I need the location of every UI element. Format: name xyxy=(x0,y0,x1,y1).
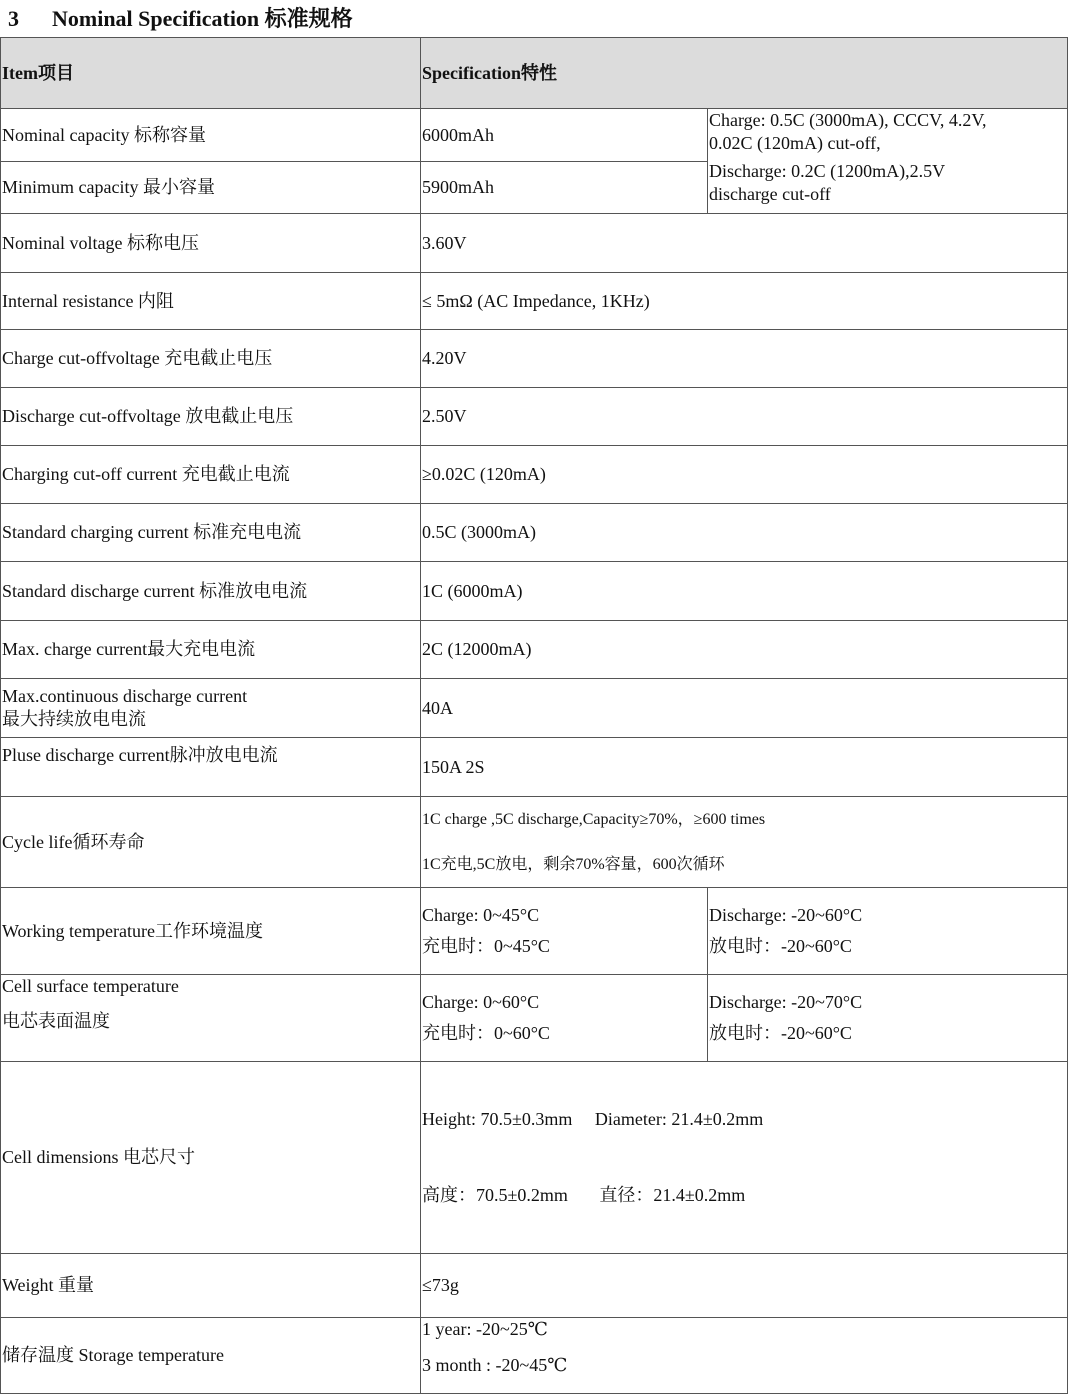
table-row xyxy=(1,679,1068,738)
table-row xyxy=(1,109,1068,162)
row-value: 3.60V xyxy=(421,214,1068,273)
table-row xyxy=(1,738,1068,797)
storage-1-year: 1 year: -20~25℃ xyxy=(422,1319,548,1339)
cycle-life-en: 1C charge ,5C discharge,Capacity≥70%，≥600 times xyxy=(422,811,766,828)
row-label: Discharge cut-offvoltage 放电截止电压 xyxy=(1,388,421,446)
row-label: 储存温度 Storage temperature xyxy=(1,1318,421,1394)
capacity-note xyxy=(708,109,1068,214)
charge-temp-cn: 充电时：0~60°C xyxy=(422,1023,550,1043)
table-row xyxy=(1,1062,1068,1254)
row-label: Cell dimensions 电芯尺寸 xyxy=(1,1062,421,1254)
row-label-line-2: 电芯表面温度 xyxy=(2,1011,110,1031)
note-discharge-line-2: discharge cut-off xyxy=(709,184,831,204)
note-discharge-line-1: Discharge: 0.2C (1200mA),2.5V xyxy=(709,161,946,181)
row-value: 2C (12000mA) xyxy=(421,621,1068,679)
row-label-line-1: Max.continuous discharge current xyxy=(2,686,248,706)
table-row xyxy=(1,330,1068,388)
cycle-life-cn: 1C充电,5C放电，剩余70%容量，600次循环 xyxy=(422,856,725,873)
row-label: Weight 重量 xyxy=(1,1254,421,1318)
row-value-discharge xyxy=(708,975,1068,1062)
header-spec: Specification特性 xyxy=(421,38,1068,109)
row-label: Standard discharge current 标准放电电流 xyxy=(1,562,421,621)
row-label: Nominal voltage 标称电压 xyxy=(1,214,421,273)
header-item: Item项目 xyxy=(1,38,421,109)
row-label-line-2: 最大持续放电电流 xyxy=(2,709,146,729)
table-row xyxy=(1,388,1068,446)
row-value xyxy=(421,797,1068,888)
row-label xyxy=(1,975,421,1062)
row-label: Cycle life循环寿命 xyxy=(1,797,421,888)
discharge-temp-cn: 放电时：-20~60°C xyxy=(709,936,852,956)
charge-temp-en: Charge: 0~45°C xyxy=(422,905,540,925)
row-value: 6000mAh xyxy=(421,109,708,162)
table-row xyxy=(1,1318,1068,1394)
storage-3-month: 3 month : -20~45℃ xyxy=(422,1355,568,1375)
dimensions-cn: 高度：70.5±0.2mm 直径：21.4±0.2mm xyxy=(422,1185,746,1205)
row-label: Charge cut-offvoltage 充电截止电压 xyxy=(1,330,421,388)
row-label: Standard charging current 标准充电电流 xyxy=(1,504,421,562)
row-value: 1C (6000mA) xyxy=(421,562,1068,621)
table-header-row xyxy=(1,38,1068,109)
row-value: 40A xyxy=(421,679,1068,738)
charge-temp-en: Charge: 0~60°C xyxy=(422,992,540,1012)
row-label: Minimum capacity 最小容量 xyxy=(1,162,421,214)
table-row xyxy=(1,975,1068,1062)
table-row xyxy=(1,797,1068,888)
section-number: 3 xyxy=(8,6,19,31)
row-value: 4.20V xyxy=(421,330,1068,388)
table-row xyxy=(1,888,1068,975)
row-value-charge xyxy=(421,975,708,1062)
row-label: Max. charge current最大充电电流 xyxy=(1,621,421,679)
row-label-line-1: Cell surface temperature xyxy=(2,976,179,996)
table-row xyxy=(1,446,1068,504)
dimensions-en: Height: 70.5±0.3mm Diameter: 21.4±0.2mm xyxy=(422,1109,764,1129)
row-label xyxy=(1,679,421,738)
row-value-charge xyxy=(421,888,708,975)
row-value: ≤ 5mΩ (AC Impedance, 1KHz) xyxy=(421,273,1068,330)
section-title: Nominal Specification 标准规格 xyxy=(52,6,353,31)
row-value: ≥0.02C (120mA) xyxy=(421,446,1068,504)
specification-table xyxy=(0,37,1068,1394)
table-row xyxy=(1,621,1068,679)
section-heading xyxy=(8,4,353,34)
table-row xyxy=(1,273,1068,330)
table-row xyxy=(1,214,1068,273)
row-label: Nominal capacity 标称容量 xyxy=(1,109,421,162)
table-row xyxy=(1,1254,1068,1318)
row-value: 150A 2S xyxy=(421,738,1068,797)
row-value: 0.5C (3000mA) xyxy=(421,504,1068,562)
row-label: Charging cut-off current 充电截止电流 xyxy=(1,446,421,504)
row-value-discharge xyxy=(708,888,1068,975)
row-label: Working temperature工作环境温度 xyxy=(1,888,421,975)
table-row xyxy=(1,504,1068,562)
row-value: 5900mAh xyxy=(421,162,708,214)
discharge-temp-cn: 放电时：-20~60°C xyxy=(709,1023,852,1043)
row-value: ≤73g xyxy=(421,1254,1068,1318)
row-value xyxy=(421,1062,1068,1254)
note-charge-line-1: Charge: 0.5C (3000mA), CCCV, 4.2V, xyxy=(709,110,987,130)
discharge-temp-en: Discharge: -20~60°C xyxy=(709,905,863,925)
note-charge-line-2: 0.02C (120mA) cut-off, xyxy=(709,133,881,153)
discharge-temp-en: Discharge: -20~70°C xyxy=(709,992,863,1012)
row-value: 2.50V xyxy=(421,388,1068,446)
table-row xyxy=(1,562,1068,621)
charge-temp-cn: 充电时：0~45°C xyxy=(422,936,550,956)
row-label: Pluse discharge current脉冲放电电流 xyxy=(1,738,421,797)
row-value xyxy=(421,1318,1068,1394)
row-label: Internal resistance 内阻 xyxy=(1,273,421,330)
